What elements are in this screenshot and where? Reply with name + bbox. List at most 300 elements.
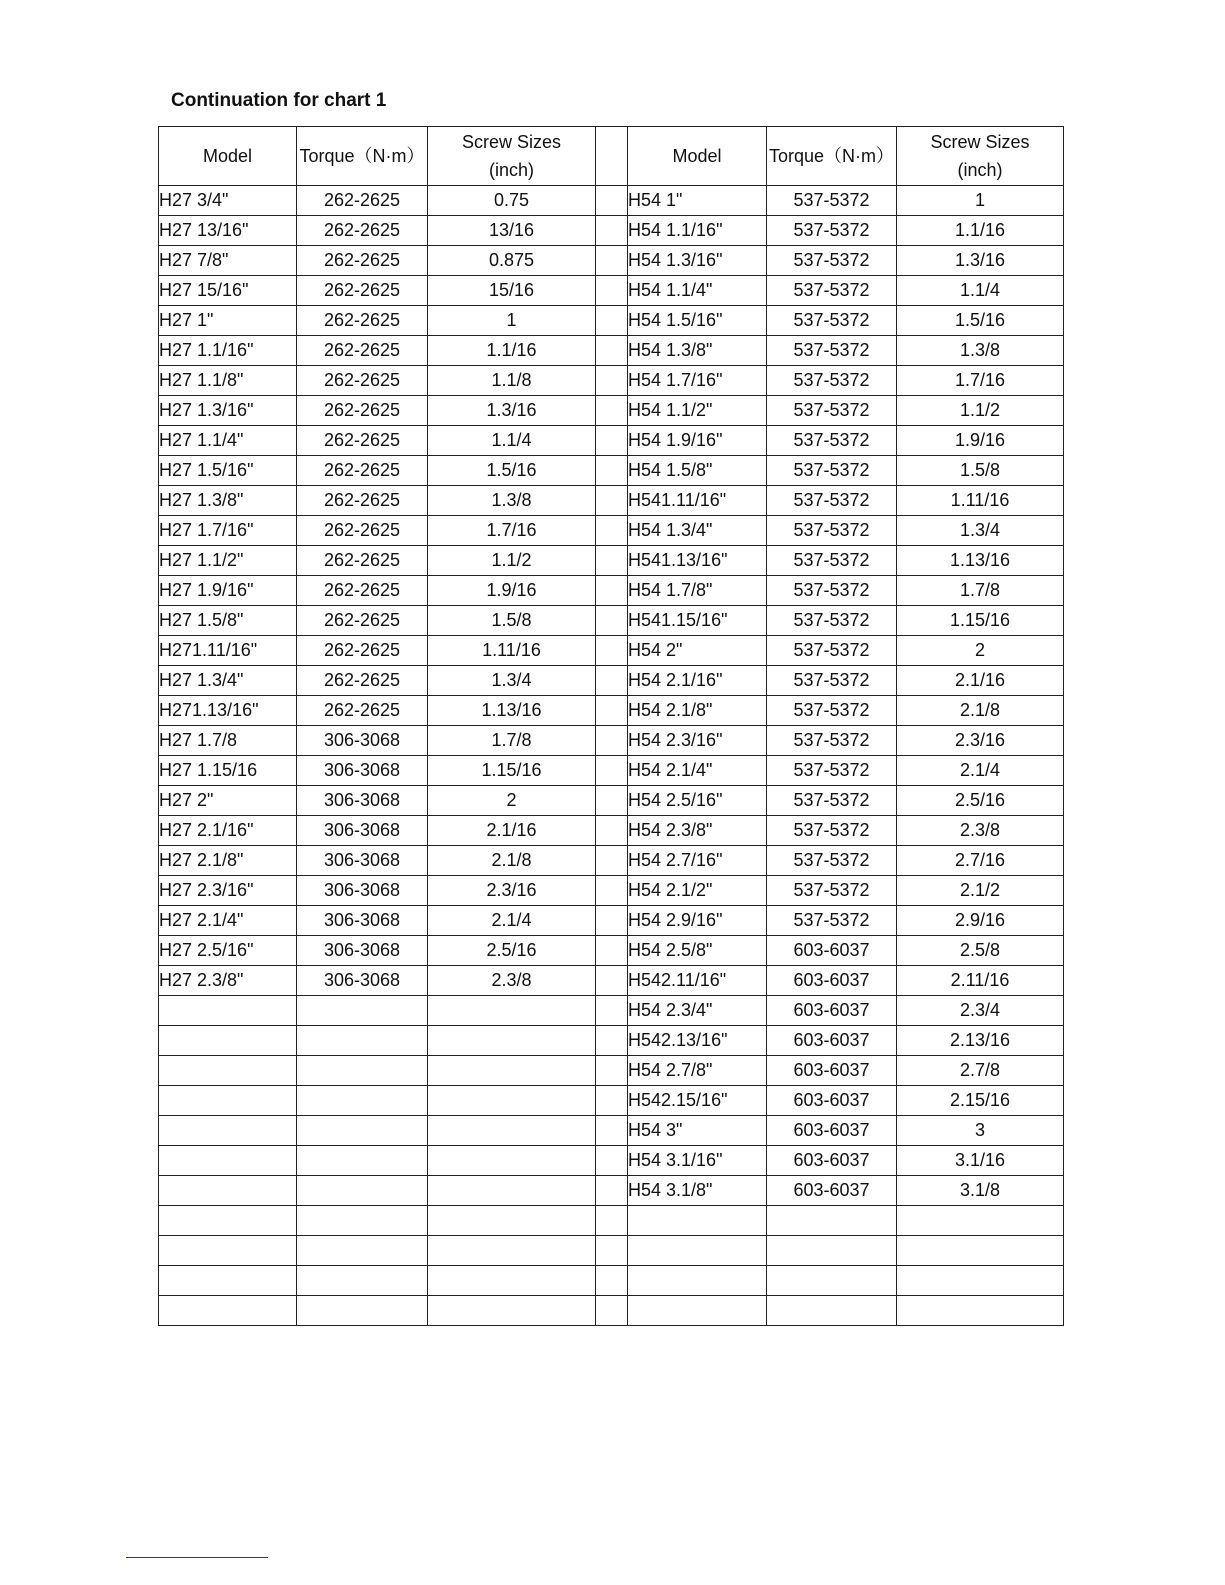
left-size-cell: 2.5/16 — [428, 936, 596, 966]
left-size-cell: 2 — [428, 786, 596, 816]
left-torque-cell — [297, 1176, 428, 1206]
right-model-header: Model — [628, 127, 767, 186]
column-gap — [596, 606, 628, 636]
right-model-cell: H54 1.7/8" — [628, 576, 767, 606]
table-row — [159, 1176, 1064, 1206]
right-size-cell: 1.1/2 — [897, 396, 1064, 426]
right-model-cell: H542.13/16" — [628, 1026, 767, 1056]
left-torque-cell — [297, 1086, 428, 1116]
left-model-cell: H27 13/16" — [159, 216, 297, 246]
left-model-cell — [159, 1206, 297, 1236]
left-torque-cell: 262-2625 — [297, 516, 428, 546]
right-torque-cell: 603-6037 — [767, 1176, 897, 1206]
left-torque-cell: 262-2625 — [297, 486, 428, 516]
left-torque-cell: 262-2625 — [297, 216, 428, 246]
column-gap — [596, 906, 628, 936]
left-torque-cell: 262-2625 — [297, 306, 428, 336]
column-gap — [596, 186, 628, 216]
right-size-cell: 2.3/8 — [897, 816, 1064, 846]
right-torque-cell: 537-5372 — [767, 576, 897, 606]
left-size-cell: 1.5/16 — [428, 456, 596, 486]
left-torque-cell — [297, 1116, 428, 1146]
right-model-cell: H54 2.9/16" — [628, 906, 767, 936]
right-torque-cell: 537-5372 — [767, 906, 897, 936]
column-gap — [596, 426, 628, 456]
left-model-cell: H27 2.1/16" — [159, 816, 297, 846]
right-screw-size-header — [897, 127, 1064, 186]
left-torque-cell: 262-2625 — [297, 426, 428, 456]
right-size-cell: 2.5/8 — [897, 936, 1064, 966]
left-size-cell: 2.3/8 — [428, 966, 596, 996]
left-size-cell: 1 — [428, 306, 596, 336]
left-size-cell: 1.7/16 — [428, 516, 596, 546]
right-size-cell — [897, 1236, 1064, 1266]
right-model-cell: H54 1.1/16" — [628, 216, 767, 246]
right-torque-cell: 537-5372 — [767, 186, 897, 216]
right-model-cell: H54 2.5/8" — [628, 936, 767, 966]
table-row — [159, 1086, 1064, 1116]
left-torque-cell: 306-3068 — [297, 726, 428, 756]
left-model-cell: H27 1.5/8" — [159, 606, 297, 636]
column-gap — [596, 636, 628, 666]
column-gap — [596, 366, 628, 396]
right-size-cell: 2.15/16 — [897, 1086, 1064, 1116]
left-torque-cell: 306-3068 — [297, 936, 428, 966]
right-torque-cell: 537-5372 — [767, 396, 897, 426]
right-torque-cell: 537-5372 — [767, 696, 897, 726]
right-size-cell: 1.9/16 — [897, 426, 1064, 456]
right-model-cell: H54 1.1/2" — [628, 396, 767, 426]
table-row — [159, 576, 1064, 606]
right-size-cell: 1.3/8 — [897, 336, 1064, 366]
left-torque-cell: 262-2625 — [297, 396, 428, 426]
left-model-cell: H27 1.1/16" — [159, 336, 297, 366]
table-row — [159, 846, 1064, 876]
right-torque-cell: 537-5372 — [767, 366, 897, 396]
left-torque-cell: 262-2625 — [297, 696, 428, 726]
right-model-cell: H54 2" — [628, 636, 767, 666]
left-torque-header: Torque（N·m） — [297, 127, 428, 186]
left-size-cell: 1.7/8 — [428, 726, 596, 756]
column-gap — [596, 1056, 628, 1086]
left-size-cell: 2.1/16 — [428, 816, 596, 846]
left-size-cell: 1.3/4 — [428, 666, 596, 696]
right-torque-cell: 537-5372 — [767, 756, 897, 786]
header-row — [159, 127, 1064, 186]
screw-size-header-line2: (inch) — [957, 160, 1003, 180]
table-row — [159, 786, 1064, 816]
column-gap — [596, 456, 628, 486]
right-size-cell: 1.11/16 — [897, 486, 1064, 516]
right-torque-cell — [767, 1296, 897, 1326]
right-torque-cell: 537-5372 — [767, 336, 897, 366]
left-size-cell: 1.1/4 — [428, 426, 596, 456]
right-torque-cell: 537-5372 — [767, 486, 897, 516]
right-torque-cell: 537-5372 — [767, 306, 897, 336]
left-torque-cell: 262-2625 — [297, 546, 428, 576]
right-torque-cell: 537-5372 — [767, 636, 897, 666]
right-model-cell: H54 1.7/16" — [628, 366, 767, 396]
column-gap — [596, 546, 628, 576]
right-model-cell — [628, 1296, 767, 1326]
right-size-cell: 2.7/8 — [897, 1056, 1064, 1086]
column-gap — [596, 1176, 628, 1206]
left-torque-cell: 262-2625 — [297, 276, 428, 306]
right-size-cell: 2 — [897, 636, 1064, 666]
table-row — [159, 1116, 1064, 1146]
left-size-cell — [428, 1086, 596, 1116]
column-gap — [596, 216, 628, 246]
right-size-cell: 2.11/16 — [897, 966, 1064, 996]
left-size-cell — [428, 1296, 596, 1326]
left-size-cell — [428, 1056, 596, 1086]
right-torque-cell: 603-6037 — [767, 1146, 897, 1176]
left-size-cell: 2.1/4 — [428, 906, 596, 936]
left-model-cell: H27 1" — [159, 306, 297, 336]
right-torque-cell: 537-5372 — [767, 246, 897, 276]
right-torque-cell: 603-6037 — [767, 1086, 897, 1116]
right-model-cell: H54 2.3/4" — [628, 996, 767, 1026]
right-size-cell: 3 — [897, 1116, 1064, 1146]
left-model-cell: H27 1.7/8 — [159, 726, 297, 756]
right-size-cell: 1.3/16 — [897, 246, 1064, 276]
column-gap — [596, 576, 628, 606]
left-model-cell: H27 2.5/16" — [159, 936, 297, 966]
left-model-cell: H27 2.3/8" — [159, 966, 297, 996]
left-model-cell: H27 1.5/16" — [159, 456, 297, 486]
left-model-cell: H27 1.1/8" — [159, 366, 297, 396]
screw-size-header-line2: (inch) — [488, 160, 534, 180]
left-torque-cell — [297, 1296, 428, 1326]
table-row — [159, 876, 1064, 906]
right-model-cell: H541.15/16" — [628, 606, 767, 636]
right-size-cell: 2.1/8 — [897, 696, 1064, 726]
right-size-cell: 2.1/4 — [897, 756, 1064, 786]
right-torque-cell: 537-5372 — [767, 456, 897, 486]
left-torque-cell: 306-3068 — [297, 816, 428, 846]
right-torque-cell: 537-5372 — [767, 816, 897, 846]
right-size-cell: 1.5/16 — [897, 306, 1064, 336]
right-torque-cell: 603-6037 — [767, 966, 897, 996]
left-model-cell: H27 7/8" — [159, 246, 297, 276]
table-row — [159, 816, 1064, 846]
left-size-cell: 0.75 — [428, 186, 596, 216]
right-model-cell: H542.11/16" — [628, 966, 767, 996]
left-size-cell: 1.3/16 — [428, 396, 596, 426]
left-torque-cell — [297, 1146, 428, 1176]
column-gap — [596, 846, 628, 876]
right-model-cell: H54 2.1/4" — [628, 756, 767, 786]
left-model-cell: H27 2.1/4" — [159, 906, 297, 936]
right-size-cell: 2.5/16 — [897, 786, 1064, 816]
right-torque-cell: 537-5372 — [767, 216, 897, 246]
left-model-cell: H27 1.3/4" — [159, 666, 297, 696]
right-torque-cell — [767, 1266, 897, 1296]
left-size-cell: 1.1/16 — [428, 336, 596, 366]
left-torque-cell: 262-2625 — [297, 576, 428, 606]
table-row — [159, 936, 1064, 966]
column-gap — [596, 276, 628, 306]
left-torque-cell: 262-2625 — [297, 366, 428, 396]
left-model-cell: H27 1.15/16 — [159, 756, 297, 786]
table-row — [159, 966, 1064, 996]
table-row — [159, 1236, 1064, 1266]
table-row — [159, 996, 1064, 1026]
right-size-cell: 1.13/16 — [897, 546, 1064, 576]
right-size-cell: 1.7/8 — [897, 576, 1064, 606]
left-model-cell — [159, 1266, 297, 1296]
left-size-cell — [428, 1266, 596, 1296]
right-model-cell: H54 2.5/16" — [628, 786, 767, 816]
column-gap — [596, 1206, 628, 1236]
column-gap — [596, 786, 628, 816]
column-gap — [596, 127, 628, 186]
left-size-cell: 1.11/16 — [428, 636, 596, 666]
right-size-cell — [897, 1206, 1064, 1236]
right-size-cell: 1.5/8 — [897, 456, 1064, 486]
right-torque-cell: 603-6037 — [767, 996, 897, 1026]
right-torque-cell: 603-6037 — [767, 936, 897, 966]
left-model-cell — [159, 996, 297, 1026]
left-model-cell: H271.13/16" — [159, 696, 297, 726]
left-torque-cell: 262-2625 — [297, 636, 428, 666]
left-torque-cell — [297, 1206, 428, 1236]
column-gap — [596, 1086, 628, 1116]
right-model-cell: H54 1" — [628, 186, 767, 216]
left-model-cell: H27 2" — [159, 786, 297, 816]
table-row — [159, 636, 1064, 666]
right-model-cell: H54 2.7/8" — [628, 1056, 767, 1086]
left-size-cell — [428, 1026, 596, 1056]
right-model-cell: H54 1.9/16" — [628, 426, 767, 456]
column-gap — [596, 1116, 628, 1146]
right-size-cell: 2.13/16 — [897, 1026, 1064, 1056]
table-row — [159, 726, 1064, 756]
right-model-cell — [628, 1206, 767, 1236]
right-model-cell: H54 3.1/8" — [628, 1176, 767, 1206]
left-model-cell — [159, 1176, 297, 1206]
left-size-cell: 2.3/16 — [428, 876, 596, 906]
torque-chart-table — [158, 126, 1064, 1326]
right-torque-cell: 537-5372 — [767, 426, 897, 456]
right-torque-cell: 603-6037 — [767, 1026, 897, 1056]
right-model-cell: H54 2.3/8" — [628, 816, 767, 846]
left-model-cell: H27 1.3/8" — [159, 486, 297, 516]
left-model-header: Model — [159, 127, 297, 186]
left-model-cell — [159, 1056, 297, 1086]
left-torque-cell: 262-2625 — [297, 666, 428, 696]
left-size-cell — [428, 1176, 596, 1206]
right-model-cell: H54 2.1/8" — [628, 696, 767, 726]
right-size-cell: 1.3/4 — [897, 516, 1064, 546]
table-row — [159, 1296, 1064, 1326]
footer-link-underline — [126, 1557, 268, 1558]
left-model-cell — [159, 1296, 297, 1326]
left-model-cell: H27 15/16" — [159, 276, 297, 306]
screw-size-header-line1: Screw Sizes — [461, 132, 562, 152]
table-body — [159, 186, 1064, 1326]
left-model-cell: H27 1.3/16" — [159, 396, 297, 426]
left-model-cell: H271.11/16" — [159, 636, 297, 666]
table-row — [159, 1266, 1064, 1296]
left-size-cell — [428, 1236, 596, 1266]
left-torque-cell: 262-2625 — [297, 186, 428, 216]
right-torque-cell: 537-5372 — [767, 726, 897, 756]
table-row — [159, 756, 1064, 786]
left-model-cell: H27 1.7/16" — [159, 516, 297, 546]
column-gap — [596, 966, 628, 996]
right-model-cell: H54 1.3/16" — [628, 246, 767, 276]
table-row — [159, 696, 1064, 726]
right-size-cell: 3.1/8 — [897, 1176, 1064, 1206]
right-torque-cell: 537-5372 — [767, 786, 897, 816]
right-model-cell: H541.13/16" — [628, 546, 767, 576]
table-row — [159, 1146, 1064, 1176]
left-model-cell — [159, 1116, 297, 1146]
column-gap — [596, 1236, 628, 1266]
table-row — [159, 1206, 1064, 1236]
column-gap — [596, 996, 628, 1026]
column-gap — [596, 336, 628, 366]
table-row — [159, 606, 1064, 636]
right-model-cell — [628, 1266, 767, 1296]
right-size-cell: 1.7/16 — [897, 366, 1064, 396]
left-size-cell — [428, 1206, 596, 1236]
right-torque-cell: 537-5372 — [767, 846, 897, 876]
left-model-cell — [159, 1086, 297, 1116]
left-torque-cell: 262-2625 — [297, 336, 428, 366]
right-size-cell: 1.15/16 — [897, 606, 1064, 636]
left-model-cell: H27 1.9/16" — [159, 576, 297, 606]
right-size-cell: 2.1/16 — [897, 666, 1064, 696]
right-torque-header: Torque（N·m） — [767, 127, 897, 186]
right-torque-cell — [767, 1236, 897, 1266]
table-row — [159, 1026, 1064, 1056]
column-gap — [596, 816, 628, 846]
left-size-cell: 15/16 — [428, 276, 596, 306]
right-size-cell: 2.9/16 — [897, 906, 1064, 936]
table-row — [159, 486, 1064, 516]
left-torque-cell: 306-3068 — [297, 876, 428, 906]
column-gap — [596, 516, 628, 546]
table-row — [159, 1056, 1064, 1086]
column-gap — [596, 1266, 628, 1296]
left-model-cell — [159, 1236, 297, 1266]
table-row — [159, 666, 1064, 696]
right-size-cell: 2.3/16 — [897, 726, 1064, 756]
column-gap — [596, 696, 628, 726]
left-size-cell: 1.15/16 — [428, 756, 596, 786]
right-model-cell: H54 2.7/16" — [628, 846, 767, 876]
left-size-cell: 1.9/16 — [428, 576, 596, 606]
left-size-cell: 13/16 — [428, 216, 596, 246]
left-model-cell: H27 2.1/8" — [159, 846, 297, 876]
left-screw-size-header — [428, 127, 596, 186]
left-torque-cell — [297, 1056, 428, 1086]
table-row — [159, 396, 1064, 426]
right-torque-cell: 537-5372 — [767, 666, 897, 696]
right-torque-cell: 537-5372 — [767, 516, 897, 546]
left-torque-cell: 306-3068 — [297, 906, 428, 936]
screw-size-header-line1: Screw Sizes — [930, 132, 1030, 152]
right-size-cell: 2.7/16 — [897, 846, 1064, 876]
right-size-cell: 1.1/4 — [897, 276, 1064, 306]
table-row — [159, 216, 1064, 246]
table-row — [159, 426, 1064, 456]
right-size-cell: 3.1/16 — [897, 1146, 1064, 1176]
right-size-cell — [897, 1296, 1064, 1326]
right-model-cell: H54 2.1/16" — [628, 666, 767, 696]
left-torque-cell — [297, 1236, 428, 1266]
table-row — [159, 366, 1064, 396]
left-torque-cell: 306-3068 — [297, 846, 428, 876]
right-torque-cell — [767, 1206, 897, 1236]
right-model-cell: H54 1.1/4" — [628, 276, 767, 306]
left-size-cell: 1.3/8 — [428, 486, 596, 516]
right-model-cell: H542.15/16" — [628, 1086, 767, 1116]
left-torque-cell: 306-3068 — [297, 966, 428, 996]
table-row — [159, 906, 1064, 936]
left-torque-cell: 306-3068 — [297, 786, 428, 816]
column-gap — [596, 876, 628, 906]
left-model-cell — [159, 1146, 297, 1176]
right-torque-cell: 537-5372 — [767, 276, 897, 306]
right-torque-cell: 603-6037 — [767, 1056, 897, 1086]
table-row — [159, 546, 1064, 576]
left-size-cell: 1.1/8 — [428, 366, 596, 396]
column-gap — [596, 1026, 628, 1056]
right-size-cell: 1.1/16 — [897, 216, 1064, 246]
right-torque-cell: 537-5372 — [767, 546, 897, 576]
left-torque-cell: 306-3068 — [297, 756, 428, 786]
right-size-cell: 2.3/4 — [897, 996, 1064, 1026]
table-row — [159, 336, 1064, 366]
right-size-cell: 1 — [897, 186, 1064, 216]
left-torque-cell: 262-2625 — [297, 606, 428, 636]
table-row — [159, 246, 1064, 276]
right-model-cell: H54 1.5/16" — [628, 306, 767, 336]
right-model-cell: H54 1.3/4" — [628, 516, 767, 546]
table-row — [159, 186, 1064, 216]
left-torque-cell: 262-2625 — [297, 246, 428, 276]
column-gap — [596, 756, 628, 786]
table-row — [159, 456, 1064, 486]
left-size-cell — [428, 1146, 596, 1176]
left-model-cell: H27 2.3/16" — [159, 876, 297, 906]
left-torque-cell: 262-2625 — [297, 456, 428, 486]
left-model-cell: H27 1.1/2" — [159, 546, 297, 576]
right-torque-cell: 603-6037 — [767, 1116, 897, 1146]
left-size-cell: 1.13/16 — [428, 696, 596, 726]
column-gap — [596, 396, 628, 426]
right-model-cell: H54 1.3/8" — [628, 336, 767, 366]
left-torque-cell — [297, 1266, 428, 1296]
right-model-cell: H54 2.1/2" — [628, 876, 767, 906]
column-gap — [596, 246, 628, 276]
column-gap — [596, 486, 628, 516]
column-gap — [596, 1296, 628, 1326]
right-size-cell — [897, 1266, 1064, 1296]
right-torque-cell: 537-5372 — [767, 606, 897, 636]
column-gap — [596, 1146, 628, 1176]
left-size-cell: 0.875 — [428, 246, 596, 276]
right-model-cell — [628, 1236, 767, 1266]
left-model-cell: H27 1.1/4" — [159, 426, 297, 456]
right-model-cell: H54 1.5/8" — [628, 456, 767, 486]
table-row — [159, 516, 1064, 546]
left-torque-cell — [297, 1026, 428, 1056]
left-torque-cell — [297, 996, 428, 1026]
